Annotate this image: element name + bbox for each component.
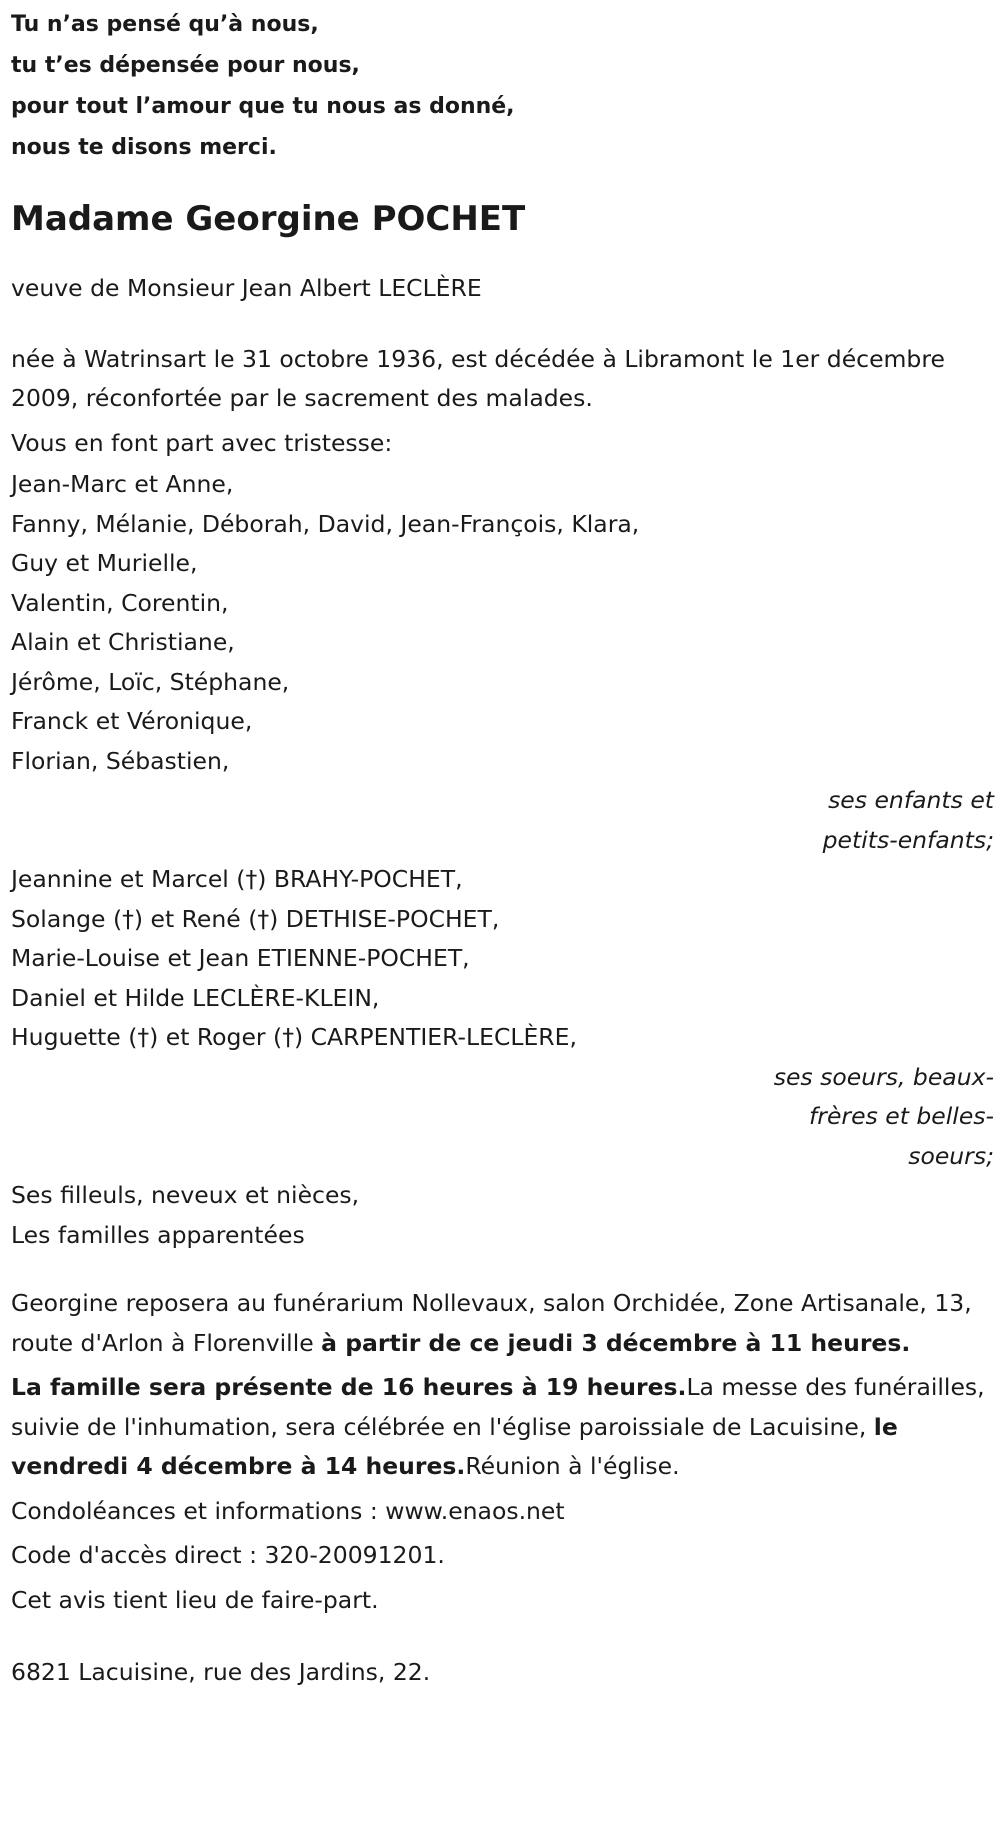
siblings-label: ses soeurs, beaux-frères et belles-soeurs; [773, 1062, 994, 1170]
list-item: Les familles apparentées [11, 1220, 305, 1249]
list-item: Huguette (†) et Roger (†) CARPENTIER-LECLÈRE, [11, 1023, 577, 1051]
list-item: Franck et Véronique, [11, 707, 253, 735]
verse-line: pour tout l’amour que tu nous as donné, [11, 94, 515, 119]
deceased-name: Madame Georgine POCHET [11, 199, 526, 239]
access-code: Code d'accès direct : 320-20091201. [11, 1541, 445, 1569]
condolences: Condoléances et informations : www.enaos.net [11, 1496, 565, 1525]
viewing-text: Georgine reposera au funérarium Nollevaux, salon Orchidée, Zone Artisanale, 13, route d'Arlon à Florenville [11, 1289, 972, 1357]
list-item: Alain et Christiane, [11, 628, 235, 656]
others-list [11, 1176, 995, 1255]
viewing-info [11, 1284, 995, 1363]
list-item: Florian, Sébastien, [11, 746, 230, 775]
widow-of: veuve de Monsieur Jean Albert LECLÈRE [11, 274, 482, 302]
address: 6821 Lacuisine, rue des Jardins, 22. [11, 1658, 431, 1686]
family-presence: La famille sera présente de 16 heures à 19 heures. [11, 1373, 687, 1401]
children-label: ses enfants et petits-enfants; [822, 786, 994, 854]
list-item: Ses filleuls, neveux et nièces, [11, 1181, 360, 1209]
funeral-text: La messe des funérailles, suivie de l'inhumation, sera célébrée en l'église paroissiale de Lacuisine, [11, 1373, 985, 1441]
verse-line: nous te disons merci. [11, 135, 277, 160]
list-item: Fanny, Mélanie, Déborah, David, Jean-François, Klara, [11, 509, 640, 538]
list-item: Jérôme, Loïc, Stéphane, [11, 667, 290, 696]
funeral-time: le vendredi 4 décembre à 14 heures. [11, 1412, 898, 1480]
list-item: Jeannine et Marcel (†) BRAHY-POCHET, [11, 865, 463, 893]
list-item: Jean-Marc et Anne, [11, 470, 234, 498]
birth-death: née à Watrinsart le 31 octobre 1936, est décédée à Libramont le 1er décembre 2009, réconfortée par le sacrement des malades. [11, 344, 945, 412]
list-item: Solange (†) et René (†) DETHISE-POCHET, [11, 904, 500, 933]
funeral-meeting: Réunion à l'église. [465, 1452, 680, 1480]
viewing-time: à partir de ce jeudi 3 décembre à 11 heures. [321, 1328, 911, 1357]
notice-statement: Cet avis tient lieu de faire-part. [11, 1585, 379, 1614]
list-item: Valentin, Corentin, [11, 588, 229, 617]
intro-text: Vous en font part avec tristesse: [11, 428, 393, 457]
children-list [11, 465, 995, 781]
verse-line: tu t’es dépensée pour nous, [11, 53, 360, 78]
siblings-list [11, 860, 995, 1058]
opening-verse [11, 0, 995, 172]
death-notice [11, 0, 995, 1693]
list-item: Daniel et Hilde LECLÈRE-KLEIN, [11, 983, 380, 1012]
list-item: Guy et Murielle, [11, 549, 198, 577]
list-item: Marie-Louise et Jean ETIENNE-POCHET, [11, 944, 470, 972]
verse-line: Tu n’as pensé qu’à nous, [11, 12, 319, 37]
funeral-info [11, 1368, 995, 1487]
